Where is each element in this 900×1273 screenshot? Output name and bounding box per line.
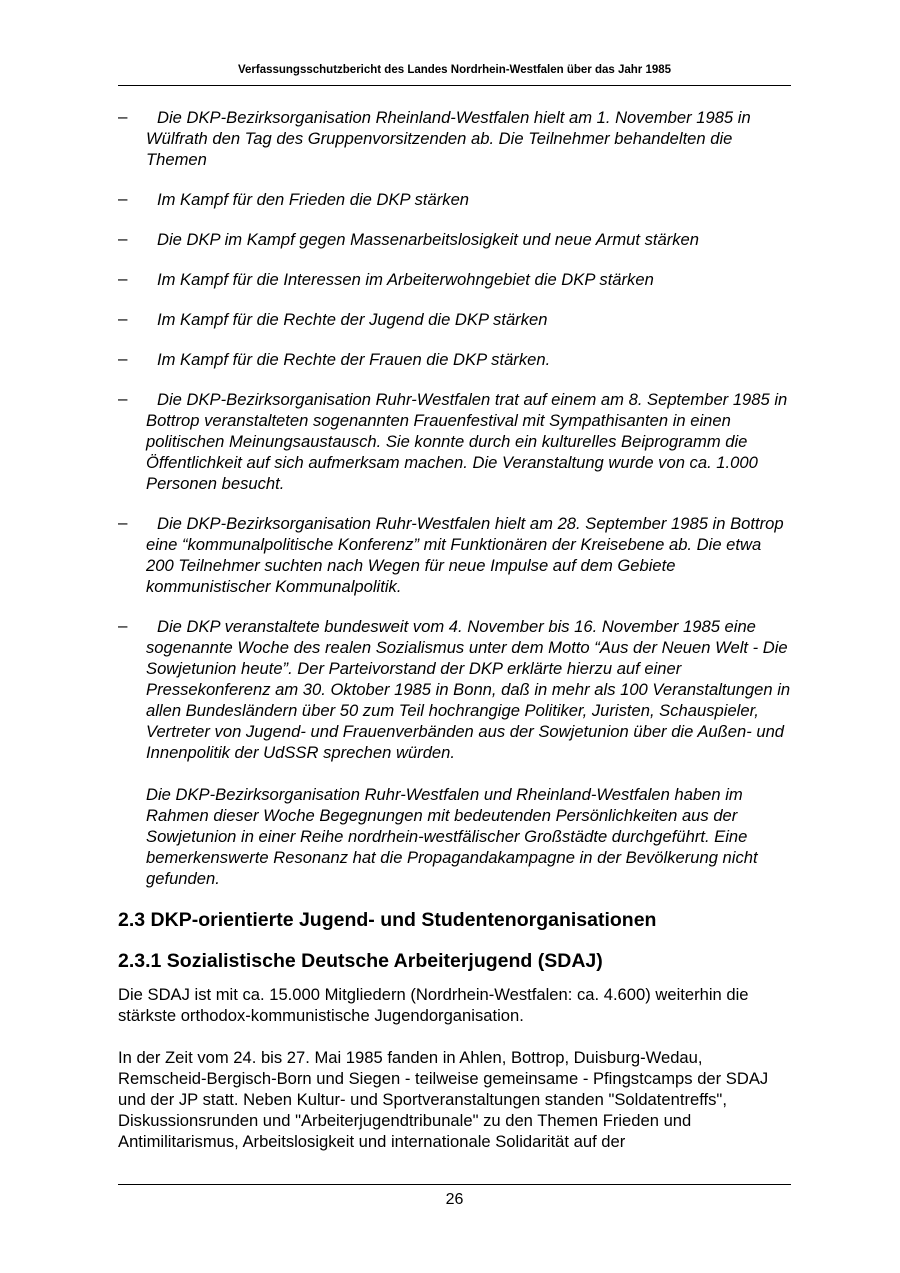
- list-item-text: Die DKP-Bezirksorganisation Rheinland-Westfalen hielt am 1. November 1985 in Wülfrath den Tag des Gruppenvorsitzenden ab. Die Teilnehmer behandelten die Themen: [146, 108, 751, 169]
- list-item-continuation: Die DKP-Bezirksorganisation Ruhr-Westfalen und Rheinland-Westfalen haben im Rahmen dieser Woche Begegnungen mit bedeutenden Persönlichkeiten aus der Sowjetunion in einer Reihe nordrhein-westfälischer Großstädte durchgeführt. Eine bemerkenswerte Resonanz hat die Propagandakampagne in der Bevölkerung nicht gefunden.: [146, 785, 758, 888]
- section-heading: 2.3 DKP-orientierte Jugend- und Studentenorganisationen: [118, 909, 657, 931]
- dash-bullet: –: [118, 513, 128, 532]
- list-item-text: Im Kampf für die Interessen im Arbeiterwohngebiet die DKP stärken: [157, 270, 654, 289]
- list-item-text: Die DKP-Bezirksorganisation Ruhr-Westfalen hielt am 28. September 1985 in Bottrop eine “kommunalpolitische Konferenz” mit Funktionären der Kreisebene ab. Die etwa 200 Teilnehmer suchten nach Wegen für neue Impulse auf dem Gebiete kommunistischer Kommunalpolitik.: [146, 514, 784, 596]
- body-paragraph: In der Zeit vom 24. bis 27. Mai 1985 fanden in Ahlen, Bottrop, Duisburg-Wedau, Remscheid-Bergisch-Born und Siegen - teilweise gemeinsame - Pfingstcamps der SDAJ und der JP statt. Neben Kultur- und Sportveranstaltungen standen "Soldatentreffs", Diskussionsrunden und "Arbeiterjugendtribunale" zu den Themen Frieden und Antimilitarismus, Arbeitslosigkeit und internationale Solidarität auf der: [118, 1048, 769, 1151]
- dash-bullet: –: [118, 229, 128, 248]
- list-item: [118, 107, 791, 170]
- list-item-text: Im Kampf für die Rechte der Jugend die DKP stärken: [157, 310, 548, 329]
- dash-bullet: –: [118, 269, 128, 288]
- list-item-text: Die DKP-Bezirksorganisation Ruhr-Westfalen trat auf einem am 8. September 1985 in Bottrop veranstalteten sogenannten Frauenfestival mit Sympathisanten in einen politischen Meinungsaustausch. Sie konnte durch ein kulturelles Beiprogramm die Öffentlichkeit auf sich aufmerksam machen. Die Veranstaltung wurde von ca. 1.000 Personen besucht.: [146, 390, 788, 493]
- list-item-text: Die DKP im Kampf gegen Massenarbeitslosigkeit und neue Armut stärken: [157, 230, 700, 249]
- list-item-text: Im Kampf für die Rechte der Frauen die DKP stärken.: [157, 350, 551, 369]
- page-header: Verfassungsschutzbericht des Landes Nordrhein-Westfalen über das Jahr 1985: [237, 64, 672, 76]
- list-item-text: Im Kampf für den Frieden die DKP stärken: [157, 190, 470, 209]
- body-paragraph: Die SDAJ ist mit ca. 15.000 Mitgliedern (Nordrhein-Westfalen: ca. 4.600) weiterhin die stärkste orthodox-kommunistische Jugendorganisation.: [118, 985, 749, 1025]
- list-item: [118, 309, 791, 330]
- list-item: [118, 389, 791, 494]
- dash-bullet: –: [118, 189, 128, 208]
- dash-bullet: –: [118, 389, 128, 408]
- dash-bullet: –: [118, 107, 128, 126]
- bullet-list: [118, 107, 791, 889]
- list-item: [118, 269, 791, 290]
- dash-bullet: –: [118, 349, 128, 368]
- dash-bullet: –: [118, 309, 128, 328]
- page-body: [118, 107, 791, 1173]
- list-item: [118, 189, 791, 210]
- subsection-heading: 2.3.1 Sozialistische Deutsche Arbeiterjugend (SDAJ): [118, 950, 603, 972]
- list-item: [118, 349, 791, 370]
- list-item: [118, 513, 791, 597]
- header-rule: [118, 85, 791, 86]
- page-number: 26: [445, 1191, 464, 1208]
- dash-bullet: –: [118, 616, 128, 635]
- list-item-text: Die DKP veranstaltete bundesweit vom 4. November bis 16. November 1985 eine sogenannte Woche des realen Sozialismus unter dem Motto “Aus der Neuen Welt - Die Sowjetunion heute”. Der Parteivorstand der DKP erklärte hierzu auf einer Pressekonferenz am 30. Oktober 1985 in Bonn, daß in mehr als 100 Veranstaltungen in allen Bundesländern über 50 zum Teil hochrangige Politiker, Juristen, Schauspieler, Vertreter von Jugend- und Frauenverbänden aus der Sowjetunion über die Außen- und Innenpolitik der UdSSR sprechen würden.: [146, 617, 791, 762]
- list-item: [118, 616, 791, 889]
- list-item: [118, 229, 791, 250]
- footer-rule: [118, 1184, 791, 1185]
